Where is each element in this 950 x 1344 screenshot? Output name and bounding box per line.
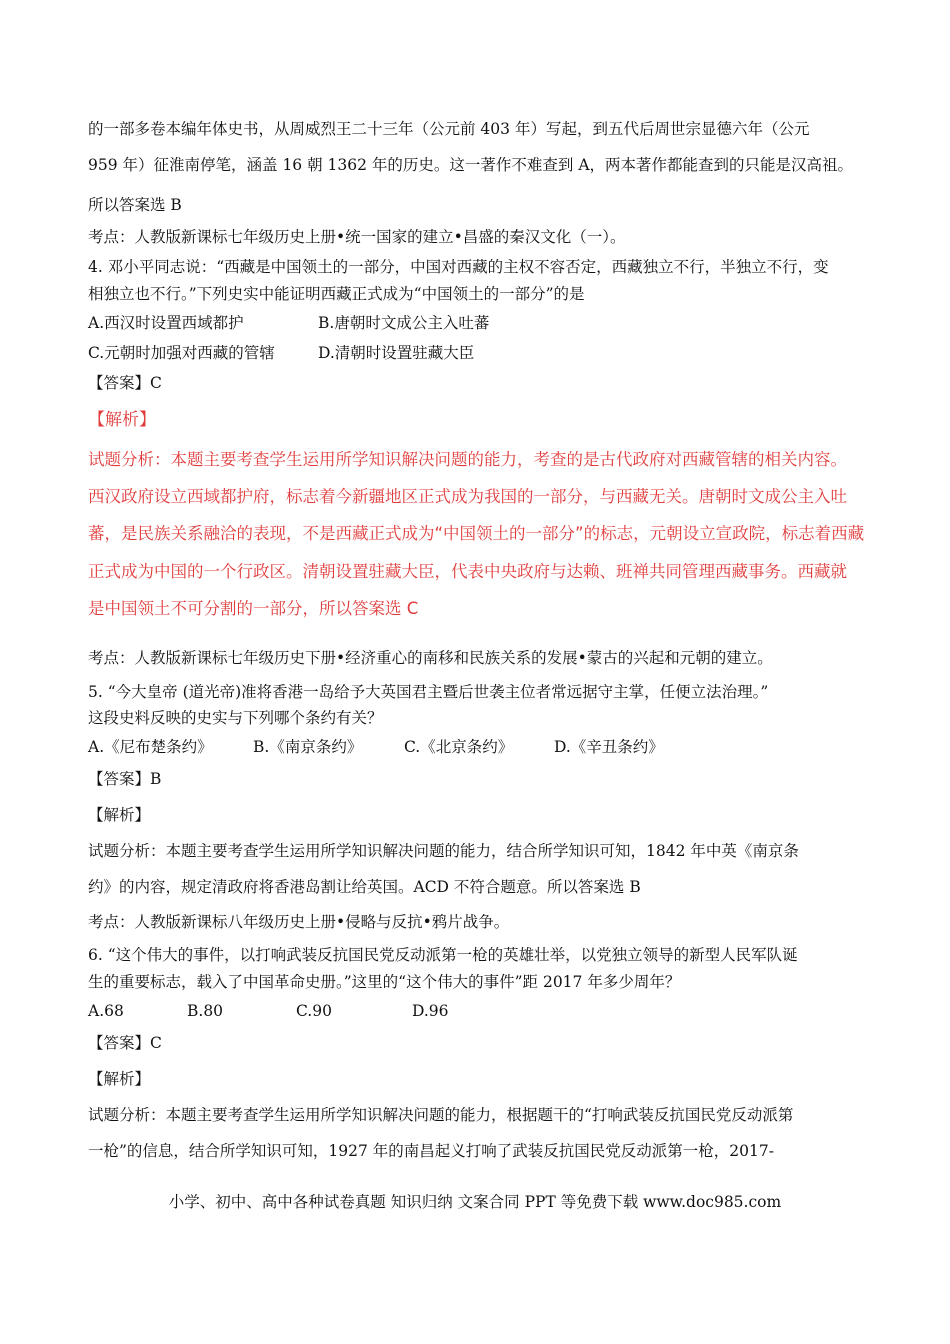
analysis-text: 是中国领土不可分割的一部分，所以答案选 C xyxy=(88,599,419,618)
question-5-stem: 5. “今大皇帝 (道光帝)准将香港一岛给予大英国君主暨后世袭主位者常远据守主掌，任便立法治理。” xyxy=(88,683,769,701)
option-d: D.清朝时设置驻藏大臣 xyxy=(318,344,475,362)
option-a: A.68 xyxy=(88,1002,124,1020)
analysis-text: 试题分析：本题主要考查学生运用所学知识解决问题的能力，考查的是古代政府对西藏管辖的相关内容。 xyxy=(88,450,847,469)
analysis-text: 试题分析：本题主要考查学生运用所学知识解决问题的能力，根据题干的“打响武装反抗国民党反动派第 xyxy=(88,1106,794,1124)
option-a: A.《尼布楚条约》 xyxy=(88,738,213,756)
option-b: B.《南京条约》 xyxy=(253,738,363,756)
kaodian-line: 考点：人教版新课标七年级历史下册•经济重心的南移和民族关系的发展•蒙古的兴起和元朝的建立。 xyxy=(88,649,773,667)
option-b: B.80 xyxy=(187,1002,224,1020)
option-d: D.96 xyxy=(412,1002,449,1020)
page-footer: 小学、初中、高中各种试卷真题 知识归纳 文案合同 PPT 等免费下载 www.doc985.com xyxy=(168,1193,782,1211)
question-5-stem: 这段史料反映的史实与下列哪个条约有关？ xyxy=(88,709,383,727)
option-d: D.《辛丑条约》 xyxy=(554,738,664,756)
analysis-text: 正式成为中国的一个行政区。清朝设置驻藏大臣，代表中央政府与达赖、班禅共同管理西藏事务。西藏就 xyxy=(88,562,847,581)
analysis-text: 试题分析：本题主要考查学生运用所学知识解决问题的能力，结合所学知识可知，1842 年中英《南京条 xyxy=(88,842,799,860)
analysis-text: 西汉政府设立西域都护府，标志着今新疆地区正式成为我国的一部分，与西藏无关。唐朝时文成公主入吐 xyxy=(88,487,847,506)
text-line: 的一部多卷本编年体史书，从周威烈王二十三年（公元前 403 年）写起，到五代后周世宗显德六年（公元 xyxy=(88,120,810,138)
question-4-stem: 相独立也不行。”下列史实中能证明西藏正式成为“中国领土的一部分”的是 xyxy=(88,285,585,303)
option-c: C.《北京条约》 xyxy=(404,738,514,756)
text-line: 959 年）征淮南停笔，涵盖 16 朝 1362 年的历史。这一著作不难查到 A，两本著作都能查到的只能是汉高祖。 xyxy=(88,156,854,174)
option-c: C.元朝时加强对西藏的管辖 xyxy=(88,344,275,362)
question-6-stem: 生的重要标志，载入了中国革命史册。”这里的“这个伟大的事件”距 2017 年多少周年？ xyxy=(88,973,681,991)
analysis-text: 蕃，是民族关系融洽的表现，不是西藏正式成为“中国领土的一部分”的标志，元朝设立宣政院，标志着西藏 xyxy=(88,524,865,543)
analysis-text: 约》的内容，规定清政府将香港岛割让给英国。ACD 不符合题意。所以答案选 B xyxy=(88,878,641,896)
question-4-stem: 4. 邓小平同志说：“西藏是中国领土的一部分，中国对西藏的主权不容否定，西藏独立不行，半独立不行，变 xyxy=(88,258,829,276)
answer-label: 【答案】C xyxy=(88,374,162,392)
answer-label: 【答案】B xyxy=(88,770,162,788)
text-line: 所以答案选 B xyxy=(88,196,182,214)
kaodian-line: 考点：人教版新课标七年级历史上册•统一国家的建立•昌盛的秦汉文化（一）。 xyxy=(88,228,626,246)
kaodian-line: 考点：人教版新课标八年级历史上册•侵略与反抗•鸦片战争。 xyxy=(88,913,510,931)
option-c: C.90 xyxy=(296,1002,332,1020)
analysis-heading: 【解析】 xyxy=(88,806,151,824)
option-a: A.西汉时设置西域都护 xyxy=(88,314,244,332)
analysis-heading: 【解析】 xyxy=(88,410,156,430)
analysis-text: 一枪”的信息，结合所学知识可知，1927 年的南昌起义打响了武装反抗国民党反动派第一枪，2017- xyxy=(88,1142,774,1160)
option-b: B.唐朝时文成公主入吐蕃 xyxy=(318,314,490,332)
question-6-stem: 6. “这个伟大的事件，以打响武装反抗国民党反动派第一枪的英雄壮举，以党独立领导的新型人民军队诞 xyxy=(88,946,798,964)
answer-label: 【答案】C xyxy=(88,1034,162,1052)
analysis-heading: 【解析】 xyxy=(88,1070,151,1088)
